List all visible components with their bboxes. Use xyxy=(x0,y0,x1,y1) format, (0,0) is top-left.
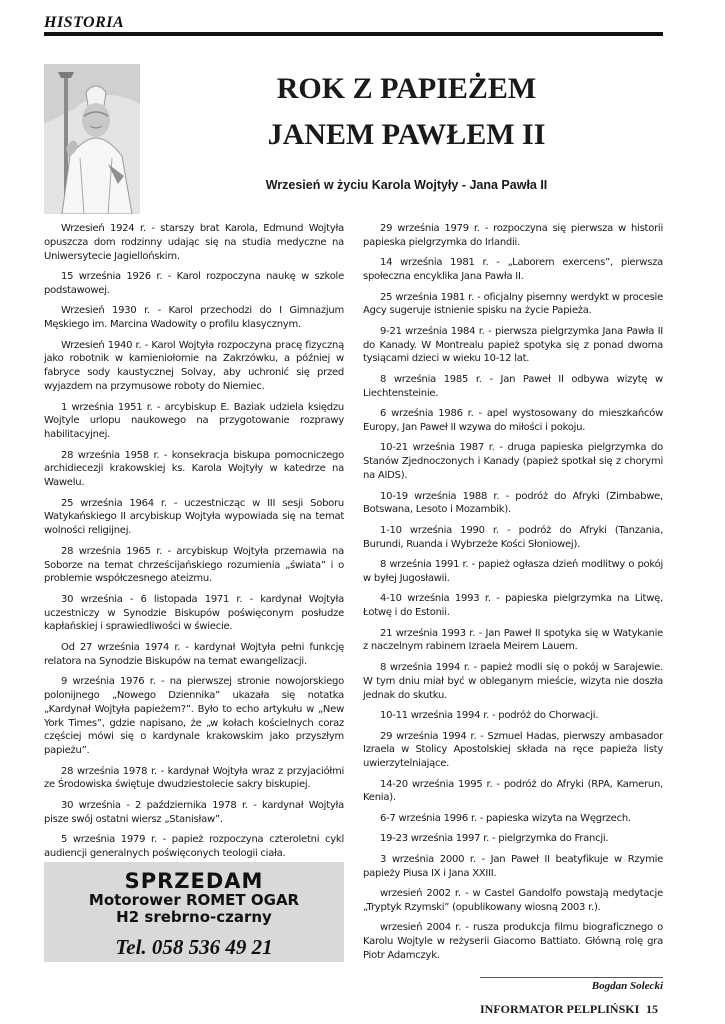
publication-name: INFORMATOR PELPLIŃSKI xyxy=(480,1002,640,1016)
timeline-paragraph: 10-21 września 1987 r. - druga papieska pielgrzymka do Stanów Zjednoczonych i Kanady (papież spotkał się z chorymi na AIDS). xyxy=(363,442,663,482)
timeline-paragraph: 1-10 września 1990 r. - podróż do Afryki (Tanzania, Burundi, Ruanda i Wybrzeże Kości Słoniowej). xyxy=(363,524,663,550)
article-author: Bogdan Solecki xyxy=(591,980,663,992)
timeline-paragraph: 9-21 września 1984 r. - pierwsza pielgrzymka Jana Pawła II do Kanady. W Montrealu papież spotyka się z ponad dwoma tysiącami dzieci w wieku 10-12 lat. xyxy=(363,325,663,365)
timeline-paragraph: 3 września 2000 r. - Jan Paweł II beatyfikuje w Rzymie papieży Piusa IX i Jana XXIII. xyxy=(363,853,663,879)
timeline-paragraph: 19-23 września 1997 r. - pielgrzymka do Francji. xyxy=(380,833,609,845)
timeline-paragraph: Wrzesień 1924 r. - starszy brat Karola, Edmund Wojtyła opuszcza dom rodzinny udając się na studia medyczne na Uniwersytecie Jagiellońskim. xyxy=(44,223,344,262)
timeline-paragraph: 15 września 1926 r. - Karol rozpoczyna naukę w szkole podstawowej. xyxy=(44,271,344,296)
timeline-paragraph: Wrzesień 1930 r. - Karol przechodzi do I Gimnazjum Męskiego im. Marcina Wadowity o profilu klasycznym. xyxy=(44,305,344,331)
timeline-paragraph: 10-11 września 1994 r. - podróż do Chorwacji. xyxy=(380,710,599,722)
timeline-paragraph: 9 września 1976 r. - na pierwszej stronie nowojorskiego polonijnego „Nowego Dziennika” ukazała się notatka „Kardynał Wojtyła papieżem?”. Było to echo artykułu w „New York Times”, gdzie napisano, że „w kołach kościelnych coraz częściej mówi się o kardynale krakowskim jako przyszłym papieżu”. xyxy=(44,676,344,757)
timeline-paragraph: 4-10 września 1993 r. - papieska pielgrzymka na Litwę, Łotwę i do Estonii. xyxy=(363,593,663,619)
timeline-paragraph: 28 września 1965 r. - arcybiskup Wojtyła przemawia na Soborze na temat chrześcijańskiego rozumienia „świata” i o problemie współczesnego ateizmu. xyxy=(44,545,344,585)
author-rule xyxy=(480,977,663,978)
timeline-paragraph: 10-19 września 1988 r. - podróż do Afryki (Zimbabwe, Botswana, Lesoto i Mozambik). xyxy=(363,490,663,516)
timeline-paragraph: 30 września - 6 listopada 1971 r. - kardynał Wojtyła uczestniczy w Synodzie Biskupów poświęconym posłudze kapłańskiej i sprawiedliwości w świecie. xyxy=(44,593,344,633)
right-column xyxy=(363,222,663,970)
advert-line1: Motorower ROMET OGAR xyxy=(88,891,300,909)
article-title-line1: ROK Z PAPIEŻEM xyxy=(276,72,537,105)
article-title-line2: JANEM PAWŁEM II xyxy=(267,118,546,151)
advert-headline: SPRZEDAM xyxy=(124,869,264,893)
timeline-paragraph: 28 września 1958 r. - konsekracja biskupa pomocniczego archidiecezji krakowskiej ks. Karola Wojtyły w katedrze na Wawelu. xyxy=(44,449,344,489)
timeline-paragraph: 25 września 1964 r. - uczestnicząc w III sesji Soboru Watykańskiego II arcybiskup Wojtyła wypowiada się na temat wolności religijnej. xyxy=(44,497,344,537)
article-subtitle: Wrzesień w życiu Karola Wojtyły - Jana Pawła II xyxy=(265,178,548,192)
timeline-paragraph: 8 września 1994 r. - papież modli się o pokój w Sarajewie. W tym dniu miał być w obleganym mieście, wizyta nie doszła jednak do skutku. xyxy=(363,661,663,701)
timeline-paragraph: Od 27 września 1974 r. - kardynał Wojtyła pełni funkcję relatora na Synodzie Biskupów na temat ewangelizacji. xyxy=(44,641,344,667)
timeline-paragraph: 21 września 1993 r. - Jan Paweł II spotyka się w Watykanie z naczelnym rabinem Izraela Meirem Lauem. xyxy=(363,627,663,653)
pope-portrait-photo xyxy=(44,64,140,214)
timeline-paragraph: 14-20 września 1995 r. - podróż do Afryki (RPA, Kamerun, Kenia). xyxy=(363,778,663,804)
advert-line2: H2 srebrno-czarny xyxy=(116,908,272,926)
section-label: HISTORIA xyxy=(44,14,125,31)
timeline-paragraph: 8 września 1991 r. - papież ogłasza dzień modlitwy o pokój w byłej Jugosławii. xyxy=(363,559,663,584)
timeline-paragraph: wrzesień 2004 r. - rusza produkcja filmu biograficznego o Karolu Wojtyle w reżyserii Giacomo Battiato. Główną rolę gra Piotr Adamczyk. xyxy=(363,922,663,962)
timeline-paragraph: 1 września 1951 r. - arcybiskup E. Baziak udziela księdzu Wojtyle urlopu naukowego na przygotowanie rozprawy habilitacyjnej. xyxy=(44,401,344,441)
page-number: 15 xyxy=(646,1002,658,1016)
timeline-paragraph: 6-7 września 1996 r. - papieska wizyta na Węgrzech. xyxy=(380,812,631,824)
timeline-paragraph: 29 września 1994 r. - Szmuel Hadas, pierwszy ambasador Izraela w Stolicy Apostolskiej składa na ręce papieża listy uwierzytelniające. xyxy=(363,730,663,770)
timeline-paragraph: 14 września 1981 r. - „Laborem exercens”, pierwsza społeczna encyklika Jana Pawła II. xyxy=(363,257,663,283)
timeline-paragraph: 6 września 1986 r. - apel wystosowany do mieszkańców Europy, Jan Paweł II wzywa do miłości i pokoju. xyxy=(363,408,663,433)
timeline-paragraph: 8 września 1985 r. - Jan Paweł II odbywa wizytę w Liechtensteinie. xyxy=(363,373,663,399)
left-column xyxy=(44,222,344,868)
pope-portrait-icon xyxy=(44,64,140,214)
timeline-paragraph: Wrzesień 1940 r. - Karol Wojtyła rozpoczyna pracę fizyczną jako robotnik w kamieniołomie na Zakrzówku, a później w fabryce sody kaustycznej Solvay, aby uchronić się przed wyjazdem na przymusowe roboty do Niemiec. xyxy=(44,339,344,393)
timeline-paragraph: 28 września 1978 r. - kardynał Wojtyła wraz z przyjaciółmi ze Środowiska świętuje dwudziestolecie sakry biskupiej. xyxy=(44,765,344,791)
timeline-paragraph: 25 września 1981 r. - oficjalny pisemny werdykt w procesie Agcy sugeruje istnienie spisku na życie Papieża. xyxy=(363,291,663,317)
timeline-paragraph: 5 września 1979 r. - papież rozpoczyna czteroletni cykl audiencji generalnych poświęconych teologii ciała. xyxy=(44,834,344,860)
header-rule xyxy=(44,32,663,36)
classified-advert xyxy=(44,862,344,962)
advert-phone: Tel. 058 536 49 21 xyxy=(115,935,273,959)
timeline-paragraph: 29 września 1979 r. - rozpoczyna się pierwsza w historii papieska pielgrzymka do Irlandii. xyxy=(363,223,663,248)
timeline-paragraph: 30 września - 2 października 1978 r. - kardynał Wojtyła pisze swój ostatni wiersz „Stanisław”. xyxy=(44,799,344,825)
article-title xyxy=(150,66,663,158)
timeline-paragraph: wrzesień 2002 r. - w Castel Gandolfo powstają medytacje „Tryptyk Rzymski” (opublikowany wiosną 2003 r.). xyxy=(363,888,663,913)
